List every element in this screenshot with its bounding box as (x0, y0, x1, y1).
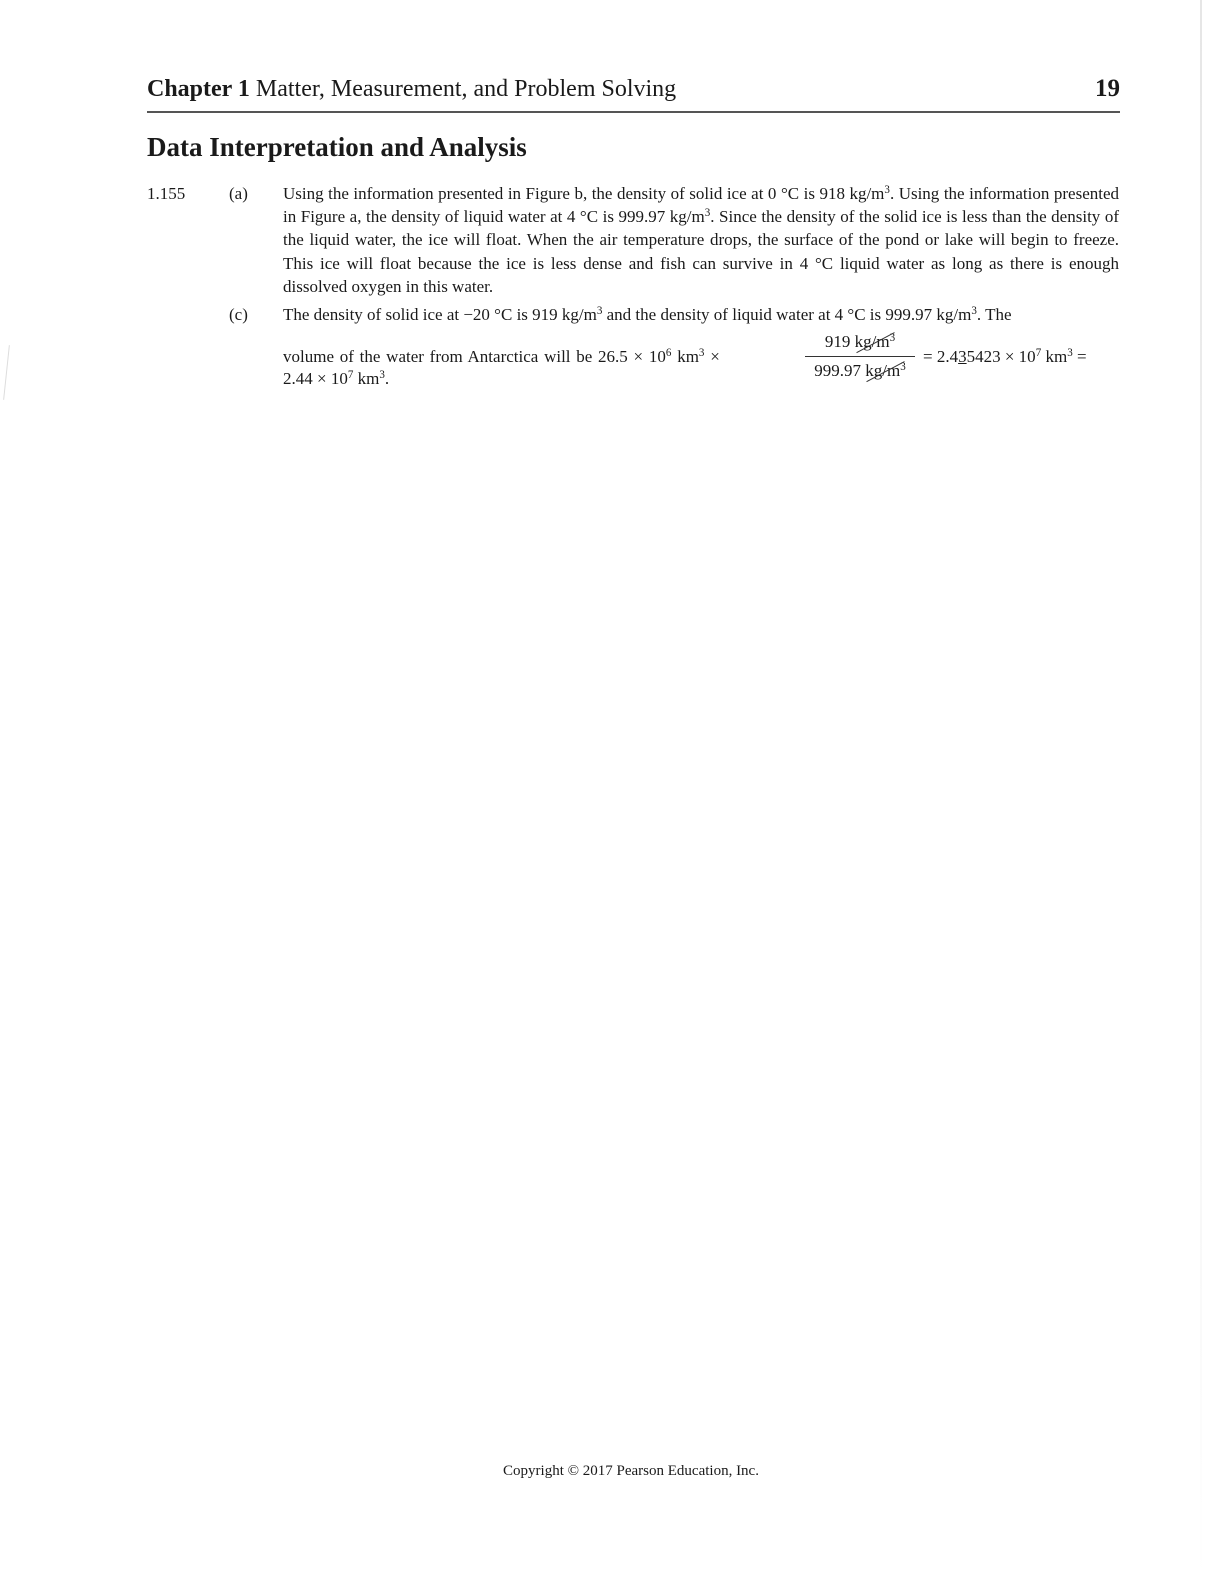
period: . (384, 369, 390, 388)
exponent-6: 6 (665, 346, 672, 359)
part-c-label: (c) (229, 305, 248, 324)
part-a-label: (a) (229, 184, 248, 203)
equals-sign: = (1072, 347, 1087, 366)
exponent-7: 7 (347, 368, 354, 381)
volume-calculation (283, 330, 1119, 386)
part-a-sentence-2: . Using the information presented in Figure a, the density of liquid water at 4 °C is 999.97 kg/m (283, 184, 1120, 227)
chapter-title: Matter, Measurement, and Problem Solving (255, 76, 677, 102)
superscript: 3 (1067, 346, 1073, 359)
header-rule (147, 111, 1120, 113)
result-start: = 2.4 (923, 347, 959, 366)
superscript: 3 (889, 331, 896, 344)
numerator-value: 919 (824, 332, 855, 351)
problem-number: 1.155 (147, 184, 186, 203)
superscript: 3 (900, 360, 906, 373)
calculation-result (923, 345, 1087, 369)
copyright-footer: Copyright © 2017 Pearson Education, Inc. (503, 1463, 759, 1479)
km-unit: km (671, 347, 699, 366)
superscript: 3 (884, 183, 890, 196)
superscript: 3 (971, 304, 977, 317)
final-value: 2.44 × 10 (283, 369, 348, 388)
significant-digit-underlined: 3 (958, 347, 967, 366)
result-rest: 5423 × 10 (966, 347, 1036, 366)
exponent-7: 7 (1035, 346, 1042, 359)
superscript: 3 (704, 207, 711, 220)
superscript: 3 (698, 346, 705, 359)
superscript: 3 (596, 304, 603, 317)
km-unit: km (353, 369, 380, 388)
times-sign: × (704, 347, 720, 366)
unit-text: kg/m (854, 332, 890, 351)
section-title: Data Interpretation and Analysis (147, 132, 527, 162)
calc-prefix-text: volume of the water from Antarctica will be 26.5 × 10 (283, 347, 666, 366)
density-fraction (805, 330, 915, 383)
fraction-denominator (805, 357, 915, 383)
km-unit: km (1041, 347, 1068, 366)
calculation-prefix (283, 345, 720, 369)
part-c-text (283, 303, 1119, 326)
part-a-sentence-3: . Since the density of the solid ice is less than the density of the liquid water, the ice will float. When the air temperature drops, the surface of the pond or lake will begin to freeze. This ice will float because the ice is less dense and fish can survive in 4 °C liquid water as long as there is enough dissolved oxygen in this water. (283, 207, 1119, 296)
fraction-numerator (805, 330, 915, 357)
part-c-sentence-3: . The (976, 305, 1012, 324)
chapter-label: Chapter 1 (147, 76, 250, 102)
running-header (147, 72, 1120, 108)
cancelled-unit (855, 330, 895, 354)
scan-edge-shadow (1200, 0, 1202, 1584)
cancelled-unit (865, 359, 905, 383)
part-c-sentence-1: The density of solid ice at −20 °C is 919 kg/m (283, 305, 597, 324)
unit-text: kg/m (865, 361, 901, 380)
superscript: 3 (379, 368, 385, 381)
denominator-value: 999.97 (814, 361, 866, 380)
part-a-sentence-1: Using the information presented in Figure b, the density of solid ice at 0 °C is 918 kg/m (283, 184, 885, 203)
part-a-text (283, 182, 1119, 298)
page-number: 19 (1095, 75, 1120, 102)
chapter-heading (147, 72, 676, 106)
final-answer (283, 367, 389, 391)
part-c-sentence-2: and the density of liquid water at 4 °C is 999.97 kg/m (602, 305, 972, 324)
scan-artifact-mark (3, 345, 10, 400)
